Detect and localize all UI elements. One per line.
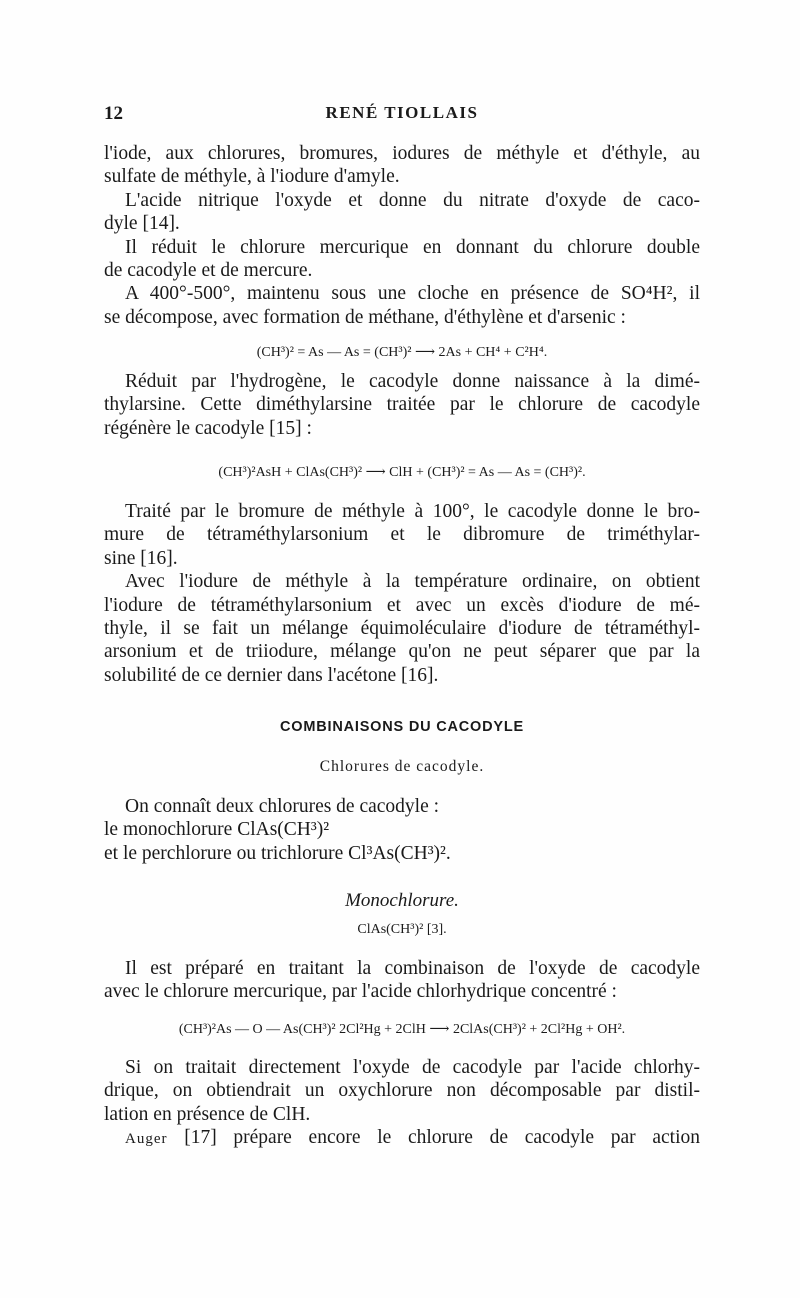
equation-1: (CH³)² = As — As = (CH³)² ⟶ 2As + CH⁴ + C²H⁴. (256, 345, 548, 360)
text-line: Il réduit le chlorure mercurique en donnant du chlorure double (125, 236, 700, 258)
text-run: [17] prépare encore le chlorure de cacodyle par action (167, 1127, 700, 1149)
text-line: A 400°-500°, maintenu sous une cloche en présence de SO⁴H², il (125, 283, 700, 305)
text-line: l'iode, aux chlorures, bromures, iodures de méthyle et d'éthyle, au (104, 143, 700, 164)
text-line: On connaît deux chlorures de cacodyle : (125, 796, 440, 817)
author-name: Auger (125, 1131, 168, 1148)
subsection-title: Chlorures de cacodyle. (319, 758, 485, 775)
text-line: mure de tétraméthylarsonium et le dibromure de triméthylar- (104, 524, 700, 546)
page-number: 12 (104, 103, 123, 124)
text-line: sulfate de méthyle, à l'iodure d'amyle. (104, 166, 400, 188)
text-line: l'iodure de tétraméthylarsonium et avec un excès d'iodure de mé- (104, 594, 700, 616)
text-line: L'acide nitrique l'oxyde et donne du nitrate d'oxyde de caco- (125, 189, 700, 211)
text-line: régénère le cacodyle [15] : (104, 417, 312, 439)
text-line: solubilité de ce dernier dans l'acétone [16]. (104, 664, 439, 686)
equation-2: (CH³)²AsH + ClAs(CH³)² ⟶ ClH + (CH³)² = As — As = (CH³)². (218, 465, 586, 480)
text-line: drique, on obtiendrait un oxychlorure non décomposable par distil- (104, 1080, 700, 1102)
text-line: sine [16]. (104, 547, 178, 569)
text-line: avec le chlorure mercurique, par l'acide chlorhydrique concentré : (104, 981, 617, 1003)
section-title: COMBINAISONS DU CACODYLE (280, 719, 524, 735)
text-line: Réduit par l'hydrogène, le cacodyle donne naissance à la dimé- (125, 371, 700, 392)
text-line: et le perchlorure ou trichlorure Cl³As(CH³)². (104, 842, 451, 864)
paragraph-block-1 (104, 142, 700, 329)
running-head: RENÉ TIOLLAIS (325, 103, 479, 122)
paragraph-block-3 (104, 500, 700, 687)
equation-3: (CH³)²As — O — As(CH³)² 2Cl²Hg + 2ClH ⟶ 2ClAs(CH³)² + 2Cl²Hg + OH². (178, 1022, 626, 1037)
paragraph-block-5 (104, 957, 700, 1004)
text-line: de cacodyle et de mercure. (104, 260, 313, 282)
text-line: le monochlorure ClAs(CH³)² (104, 819, 330, 841)
text-line: se décompose, avec formation de méthane, d'éthylène et d'arsenic : (104, 306, 626, 328)
text-line (104, 1126, 700, 1151)
text-line: Il est préparé en traitant la combinaison de l'oxyde de cacodyle (125, 958, 700, 979)
text-line: dyle [14]. (104, 213, 180, 235)
text-line: thylarsine. Cette diméthylarsine traitée par le chlorure de cacodyle (104, 394, 700, 416)
monochlorure-formula: ClAs(CH³)² [3]. (357, 922, 447, 937)
text-line: Traité par le bromure de méthyle à 100°, le cacodyle donne le bro- (125, 501, 700, 522)
text-line: Si on traitait directement l'oxyde de cacodyle par l'acide chlorhy- (125, 1057, 700, 1078)
monochlorure-heading: Monochlorure. (345, 890, 459, 911)
text-line: thyle, il se fait un mélange équimoléculaire d'iodure de tétraméthyl- (104, 618, 700, 640)
page-header (104, 103, 700, 131)
paragraph-block-2 (104, 370, 700, 440)
paragraph-block-6 (104, 1056, 700, 1152)
paragraph-block-4 (104, 795, 700, 865)
text-line: arsonium et de triiodure, mélange qu'on ne peut séparer que par la (104, 641, 700, 663)
text-line: lation en présence de ClH. (104, 1103, 311, 1125)
text-line: Avec l'iodure de méthyle à la température ordinaire, on obtient (125, 571, 700, 593)
